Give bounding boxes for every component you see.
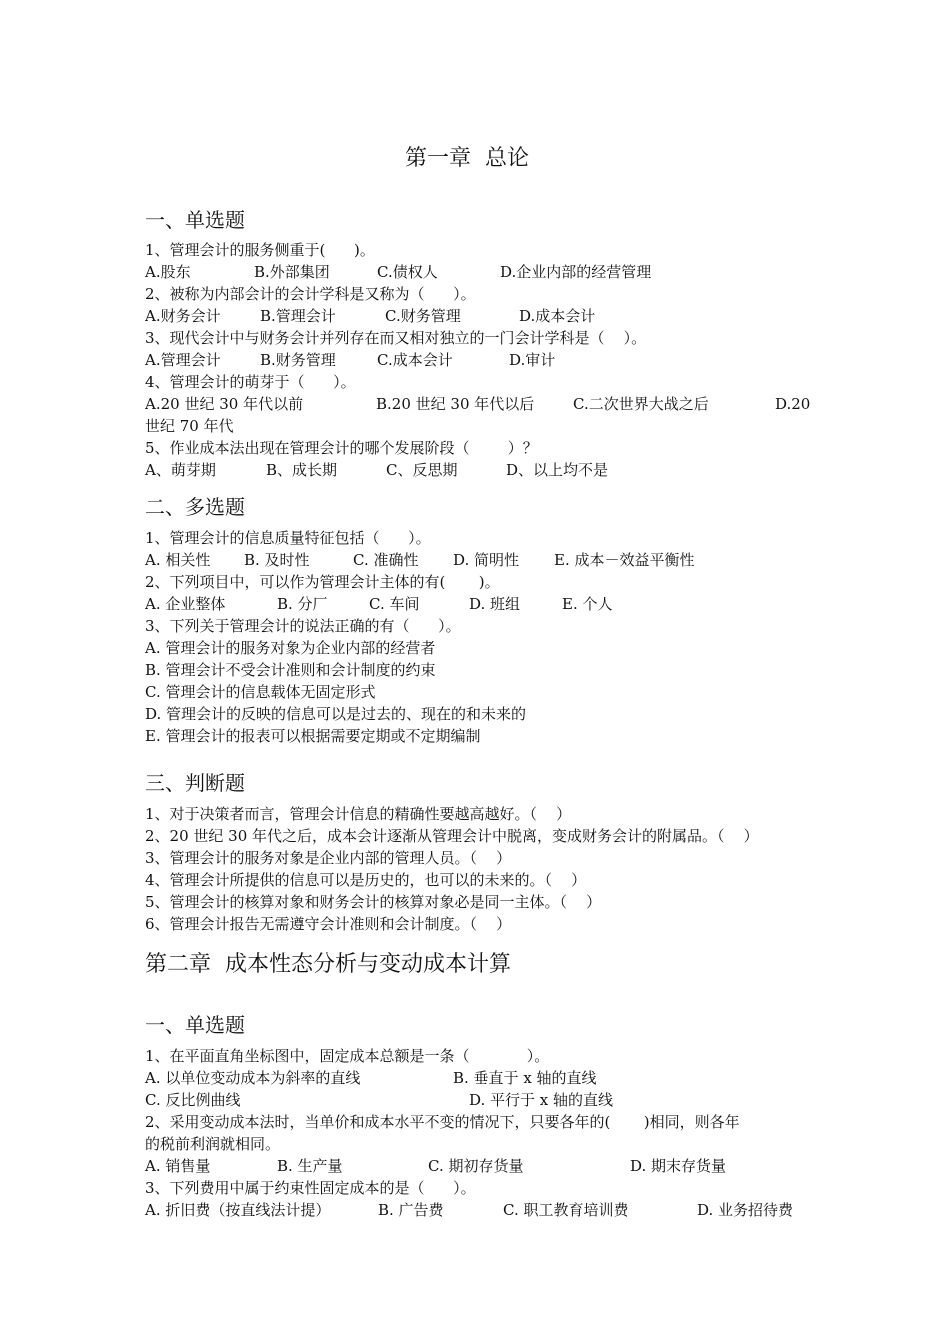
question-text: 5、作业成本法出现在管理会计的哪个发展阶段（ ）？ [145, 439, 538, 457]
option: B、成长期 [266, 461, 338, 479]
question-text: 2、采用变动成本法时，当单价和成本水平不变的情况下，只要各年的( )相同，则各年 [145, 1113, 740, 1131]
option: C.二次世界大战之后 [573, 395, 709, 413]
option: D. 平行于 x 轴的直线 [469, 1091, 614, 1109]
question-text: 1、管理会计的信息质量特征包括（ ）。 [145, 529, 431, 547]
option: D. 简明性 [453, 551, 520, 569]
question-text: 1、在平面直角坐标图中，固定成本总额是一条（ ）。 [145, 1047, 550, 1065]
question-continuation: 的税前利润就相同。 [145, 1135, 281, 1153]
judgment-item: 6、管理会计报告无需遵守会计准则和会计制度。（ ） [145, 915, 512, 933]
option: B. 广告费 [378, 1201, 444, 1219]
judgment-item: 1、对于决策者而言，管理会计信息的精确性要越高越好。（ ） [145, 805, 572, 823]
option: B. 分厂 [277, 595, 328, 613]
question-text: 3、下列费用中属于约束性固定成本的是（ ）。 [145, 1179, 476, 1197]
option: C. 准确性 [353, 551, 419, 569]
option: C. 期初存货量 [428, 1157, 524, 1175]
option: C.财务管理 [385, 307, 461, 325]
chapter-2-title: 第二章 成本性态分析与变动成本计算 [145, 952, 511, 977]
option: C. 管理会计的信息载体无固定形式 [145, 683, 376, 701]
option: D.企业内部的经营管理 [500, 263, 652, 281]
section-heading: 一、单选题 [145, 1013, 245, 1037]
option-continuation: 世纪 70 年代 [145, 417, 234, 435]
option: B.管理会计 [260, 307, 336, 325]
option: B.财务管理 [260, 351, 336, 369]
option: E. 管理会计的报表可以根据需要定期或不定期编制 [145, 727, 481, 745]
option: B. 管理会计不受会计准则和会计制度的约束 [145, 661, 436, 679]
judgment-item: 5、管理会计的核算对象和财务会计的核算对象必是同一主体。（ ） [145, 893, 602, 911]
option: C. 车间 [369, 595, 420, 613]
option: C. 职工教育培训费 [503, 1201, 629, 1219]
option: E. 成本－效益平衡性 [554, 551, 695, 569]
option: D. 班组 [469, 595, 521, 613]
question-text: 2、被称为内部会计的会计学科是又称为（ ）。 [145, 285, 476, 303]
option: A、萌芽期 [145, 461, 216, 479]
option: A.管理会计 [145, 351, 221, 369]
option: C.债权人 [377, 263, 438, 281]
option: A.20 世纪 30 年代以前 [145, 395, 304, 413]
option: B. 垂直于 x 轴的直线 [453, 1069, 597, 1087]
option: B.20 世纪 30 年代以后 [376, 395, 535, 413]
option: B.外部集团 [254, 263, 330, 281]
option: B. 及时性 [244, 551, 310, 569]
section-heading: 三、判断题 [145, 771, 245, 795]
option: A.股东 [145, 263, 191, 281]
option: C、反思期 [386, 461, 458, 479]
option: C.成本会计 [377, 351, 453, 369]
option: D.20 [775, 395, 811, 413]
option: D. 业务招待费 [697, 1201, 794, 1219]
question-text: 3、现代会计中与财务会计并列存在而又相对独立的一门会计学科是（ ）。 [145, 329, 647, 347]
option: A. 销售量 [145, 1157, 211, 1175]
question-text: 1、管理会计的服务侧重于( )。 [145, 241, 375, 259]
question-text: 4、管理会计的萌芽于（ ）。 [145, 373, 356, 391]
section-heading: 一、单选题 [145, 208, 245, 232]
option: D. 期末存货量 [630, 1157, 727, 1175]
option: A. 企业整体 [145, 595, 226, 613]
option: A. 以单位变动成本为斜率的直线 [145, 1069, 361, 1087]
option: D.成本会计 [519, 307, 596, 325]
question-text: 2、下列项目中，可以作为管理会计主体的有( )。 [145, 573, 500, 591]
option: E. 个人 [562, 595, 613, 613]
option: D.审计 [509, 351, 556, 369]
option: C. 反比例曲线 [145, 1091, 241, 1109]
judgment-item: 3、管理会计的服务对象是企业内部的管理人员。（ ） [145, 849, 512, 867]
chapter-1-title: 第一章 总论 [405, 146, 529, 171]
judgment-item: 4、管理会计所提供的信息可以是历史的，也可以的未来的。（ ） [145, 871, 587, 889]
section-heading: 二、多选题 [145, 495, 245, 519]
option: B. 生产量 [277, 1157, 343, 1175]
option: D. 管理会计的反映的信息可以是过去的、现在的和未来的 [145, 705, 527, 723]
option: A. 管理会计的服务对象为企业内部的经营者 [145, 639, 436, 657]
option: A.财务会计 [145, 307, 221, 325]
option: A. 折旧费（按直线法计提） [145, 1201, 331, 1219]
option: D、以上均不是 [506, 461, 609, 479]
question-text: 3、下列关于管理会计的说法正确的有（ ）。 [145, 617, 461, 635]
judgment-item: 2、20 世纪 30 年代之后，成本会计逐渐从管理会计中脱离，变成财务会计的附属品。（ ） [145, 827, 759, 845]
option: A. 相关性 [145, 551, 211, 569]
